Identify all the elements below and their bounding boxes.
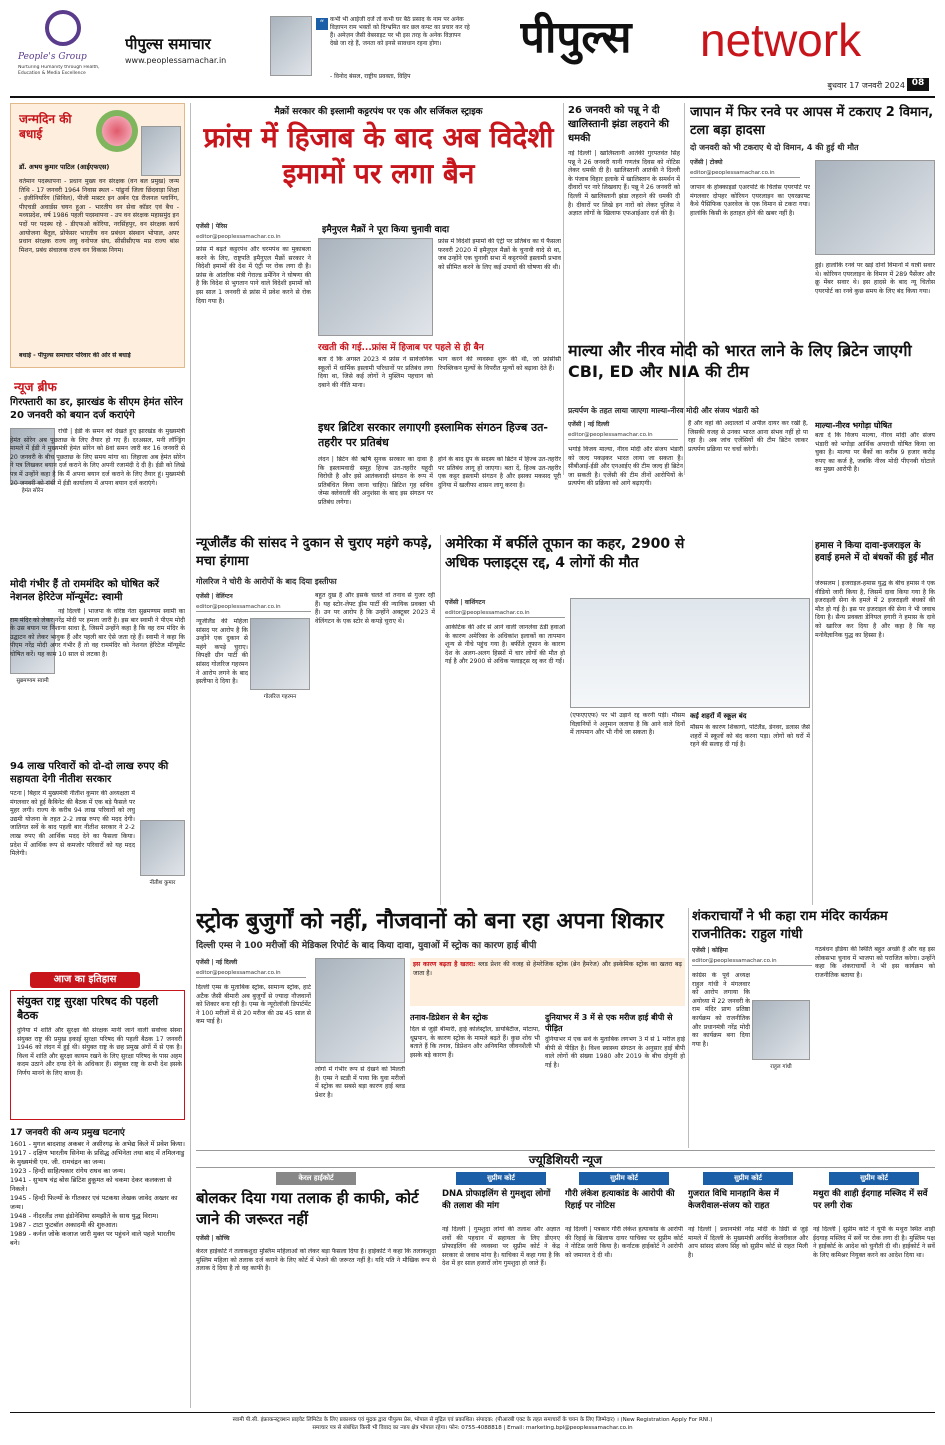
column-rule — [684, 103, 685, 475]
history-box — [10, 990, 185, 1120]
stroke-box-body: ब्लड प्रेशर की वजह से हेमरेजिक स्ट्रोक (ब्रेन हैमरेज) और इस्केमिक स्ट्रोक का खतरा बढ़ जाता है। — [413, 961, 682, 977]
history-event: 1917 - दक्षिण भारतीय सिनेमा के प्रसिद्ध अभिनेता तथा बाद में तमिलनाडु के मुख्यमंत्री एम. जी. रामचंद्रन का जन्म। — [10, 1149, 185, 1166]
masthead-rule — [10, 96, 935, 98]
site-name: पीपुल्स समाचार — [125, 35, 211, 53]
mallya-headline: माल्या और नीरव मोदी को भारत लाने के लिए ब्रिटेन जाएगी CBI, ED और NIA की टीम — [568, 341, 912, 381]
lead-body-2: फ्रांस में विदेशी इमामों की एंट्री पर प्रतिबंध का ये फैसला फरवरी 2020 में इमैनुएल मैक्रों के चुनावी वादे से था, जब उन्होंने एक चुनावी सभा में कट्टरपंथी इस्लामी प्रभाव को सीमित करने के लिए कई उपायों की घोषणा की थी। — [438, 238, 561, 271]
history-events-list — [10, 1140, 185, 1405]
japan-email[interactable]: editor@peoplessamachar.co.in — [690, 170, 800, 178]
britain-body-2: होने के बाद ग्रुप के सदस्य को ब्रिटेन में हिज्ब उत-तहरीर पर प्रतिबंध लागू हो जाएगा। बता दें, हिज्ब उत-तहरीर एक कट्टर इस्लामी संगठन है और इसका मकसद पूरी दुनिया में खलीफा शासन लागू करना है। — [438, 456, 561, 489]
lead-email[interactable]: editor@peoplessamachar.co.in — [196, 234, 311, 242]
dateline: टोक्यो — [709, 159, 723, 166]
rahul-email[interactable]: editor@peoplessamachar.co.in — [692, 958, 812, 966]
history-event: 1601 - मुगल बादशाह अकबर ने असीरगढ़ के अभेद्य किले में प्रवेश किया। — [10, 1140, 185, 1148]
brief-body: नई दिल्ली | भाजपा के वरिष्ठ नेता सुब्रमण्यम स्वामी का राम मंदिर को लेकर नरेंद्र मोदी पर हमला जारी है। इस बार स्वामी ने पीएम मोदी के उस बयान पर निशाना साधा है, जिसमें उन्होंने कहा है कि वह राम मंदिर के उद्घाटन को लेकर भावुक हैं और पहली बार ऐसे जता रहे हैं। स्वामी ने कहा कि पीएम नरेंद्र मोदी अगर गंभीर हैं तो वह राममंदिर को नेशनल हेरिटेज मॉन्यूमेंट घोषित करें। यह काम 10 साल से लटका है। — [10, 608, 185, 658]
stroke-subhead: दिल्ली एम्स ने 100 मरीजों की मेडिकल रिपोर्ट के बाद किया दावा, युवाओं में स्ट्रोक का कारण हाई बीपी — [196, 941, 537, 951]
stroke-box-head: इस कारण बढ़ता है खतरा: — [413, 961, 476, 968]
judiciary-dna — [442, 1172, 560, 1407]
brief-headline: मोदी गंभीर हैं तो राममंदिर को घोषित करें नेशनल हेरिटेज मॉन्यूमेंट: स्वामी — [10, 579, 160, 603]
brief-body: पटना | बिहार में मुख्यमंत्री नीतीश कुमार की अध्यक्षता में मंगलवार को हुई कैबिनेट की बैठक में एक बड़े फैसले पर मुहर लगी। राज्य के करीब 94 लाख परिवारों को लघु उद्यमी योजना के तहत 2-2 लाख रुपए की मदद देगी। जातिगत सर्वे के बाद पहली बार नीतीश सरकार ने 2-2 लाख रुपए की आर्थिक मदद देने का फैसला किया। प्रदेश में आर्थिक रूप से कमजोर परिवारों को यह मदद मिलेगी। — [10, 790, 135, 858]
brief-caption: नीतीश कुमार — [149, 880, 176, 886]
stroke-box-text — [410, 958, 685, 981]
mallya-body-1: भगोड़े विजय माल्या, नीरव मोदी और संजय भंडारी को जल्द पकड़कर भारत लाया जा सकता है। सीबीआई-ईडी और एनआईए की टीम जल्द ही ब्रिटेन जा सकती है। एजेंसी की टीम तीनों आरोपियों के प्रत्यर्पण की प्रक्रिया को आगे बढ़ाएगी। — [568, 446, 683, 488]
japan-photo — [815, 160, 935, 255]
mallya-email[interactable]: editor@peoplessamachar.co.in — [568, 432, 678, 440]
gauri-body: नई दिल्ली | पत्रकार गौरी लंकेश हत्याकांड के आरोपी की रिहाई के खिलाफ दायर याचिका पर सुप्रीम कोर्ट ने नोटिस जारी किया है। कर्नाटक हाईकोर्ट ने आरोपी को जमानत दे दी थी। — [565, 1226, 683, 1259]
stroke-col3-body: दिल से जुड़ी बीमारी, हाई कोलेस्ट्रॉल, डायबिटीज, मोटापा, धूम्रपान, के कारण स्ट्रोक के मामले बढ़ते हैं। कुछ शोध भी बताते हैं कि तनाव, डिप्रेशन और अनियमित जीवनशैली भी इसके बड़े कारण हैं। — [410, 1026, 540, 1059]
japan-body-1: जापान के होक्काइडो एअरपोर्ट के चितोस एयरपोर्ट पर मंगलवार दोपहर कोरियन एयरलाइन का एयरक्राफ्ट कैथे पैसिफिक एअरवेज के एक विमान से टकरा गया। हालांकि किसी के हताहत होने की खबर नहीं है। — [690, 184, 810, 217]
kerala-agency: एजेंसी | कोच्चि — [196, 1235, 230, 1242]
history-event: 1923 - हिन्दी साहित्यकार रांगेय राघव का जन्म। — [10, 1167, 126, 1175]
footer-imprint: स्वामी पी.सी. इंफ्राकन्स्ट्रक्शन प्राइवेट लिमिटेड के लिए प्रकाशक एवं मुद्रक द्वारा पीपुल्स प्रेस, भोपाल से मुद्रित एवं प्रकाशित। संपादक: (पीआरबी एक्ट के तहत समाचारों के चयन के लिए जिम्मेदार) । (New Registration Apply For RNI.) — [232, 1417, 713, 1423]
usa-email[interactable]: editor@peoplessamachar.co.in — [445, 610, 565, 618]
brief-item-2 — [10, 578, 185, 756]
dateline: कोच्चि — [215, 1235, 230, 1242]
nz-agency: एजेंसी | वेलिंग्टन — [196, 593, 233, 600]
agency-label: एजेंसी — [692, 947, 706, 954]
mathura-headline: मथुरा की शाही ईदगाह मस्जिद में सर्वे पर लगी रोक — [813, 1189, 928, 1211]
usa-caption: कई शहरों में स्कूल बंद — [690, 712, 747, 720]
dateline: नई दिल्ली — [215, 959, 238, 966]
nz-photo — [250, 618, 310, 690]
masthead — [0, 0, 945, 100]
birthday-wish: बधाई - पीपुल्स समाचार परिवार की ओर से बधाई — [19, 352, 131, 359]
column-rule — [563, 103, 564, 475]
judiciary-gujarat — [688, 1172, 808, 1407]
kerala-body: केरल हाईकोर्ट ने तलाकशुदा मुस्लिम महिलाओं को लेकर बड़ा फैसला दिया है। हाईकोर्ट ने कहा कि तलाकशुदा मुस्लिम महिला को तलाक दर्ज कराने के लिए कोर्ट में भेजने की जरूरत नहीं है। यदि पति ने मौखिक रूप से तलाक दे दिया है तो वह काफी है। — [196, 1248, 436, 1273]
masthead-quote: कभी भी आईजी दर्जे तो कभी घर बैठे प्रसाद के नाम पर अनेक विज्ञापन राम भक्तों को दिग्भ्रमित कर छल कपट का प्रचार कर रहे हैं। अमेज़न जैसी वेबसाइट पर भी इस तरह के अनेक विज्ञापन देखे जा रहे हैं, जनता को इनसे सावधान रहना होगा। — [330, 16, 470, 47]
stroke-box — [410, 958, 685, 1006]
news-brief-title: न्यूज ब्रीफ — [14, 380, 57, 394]
honoree-name: डॉ. अभय कुमार पाटिल (आईएफएस) — [19, 163, 110, 171]
column-rule — [190, 103, 191, 1408]
dna-headline: DNA प्रोफाइलिंग से गुमशुदा लोगों की तलाश की मांग — [442, 1189, 551, 1211]
usa-headline: अमेरिका में बर्फीले तूफान का कहर, 2900 से अधिक फ्लाइट्स रद्द, 4 लोगों की मौत — [445, 536, 685, 571]
hamas-headline: हमास ने किया दावा-इजराइल के हवाई हमले में दो बंधकों की हुई मौत — [815, 541, 934, 563]
history-headline: संयुक्त राष्ट्र सुरक्षा परिषद की पहली बैठक — [17, 995, 159, 1022]
quote-author-photo — [270, 16, 312, 76]
nz-caption: गोलरिज गहरमन — [263, 694, 297, 700]
brief-caption: सुब्रमण्यम स्वामी — [16, 678, 49, 684]
dateline: वाशिंगटन — [464, 599, 486, 606]
stroke-body-2: लोगों में गंभीर रूप से देखने को मिलती है। एम्स ने स्टडी में पाया कि युवा मरीजों में स्ट्रोक का सबसे बड़ा कारण हाई ब्लड प्रेशर है। — [315, 1066, 405, 1099]
lead-agency: एजेंसी | पेरिस — [196, 223, 228, 230]
rahul-body-2: गठबंधन इंडिया की स्थिति बहुत अच्छी है और वह इस लोकसभा चुनाव में भाजपा को पराजित करेगा। उन्होंने कहा कि शंकराचार्यों ने भी इस कार्यक्रम को राजनीतिक बताया है। — [815, 946, 935, 979]
brief-headline: 94 लाख परिवारों को दो-दो लाख रुपए की सहायता देगी नीतीश सरकार — [10, 761, 169, 785]
dna-body: नई दिल्ली | गुमशुदा लोगों की तलाश और अज्ञात शवों की पहचान में सहायता के लिए डीएनए प्रोफाइलिंग की व्यवस्था पर सुप्रीम कोर्ट ने केंद्र सरकार से जवाब मांगा है। याचिका में कहा गया है कि देश में हर साल हजारों लोग गुमशुदा हो जाते हैं। — [442, 1226, 560, 1268]
stroke-col4-head: दुनियाभर में 3 में से एक मरीज हाई बीपी से पीड़ित — [545, 1013, 673, 1033]
judiciary-gauri — [565, 1172, 683, 1407]
column-rule — [440, 535, 441, 905]
birthday-title: जन्मदिन की बधाई — [19, 112, 72, 141]
mallya-side-head: माल्या-नीरव भगोड़ा घोषित — [815, 421, 892, 430]
lead-kicker: मैक्रों सरकार की इस्लामी कट्टरपंथ पर एक और सर्जिकल स्ट्राइक — [274, 107, 483, 117]
lead-body-4: भाग करने की व्यवस्था शुरू की थी, जो फ्रांसीसी रिपब्लिकन मूल्यों के विपरीत मूल्यों को बढ़ावा देते हैं। — [438, 356, 561, 372]
brief-body: रांची | ईडी के समन को देखते हुए झारखंड के मुख्यमंत्री हेमंत सोरेन अब पूछताछ के लिए तैयार हो गए हैं। दरअसल, मनी लॉन्ड्रिंग मामले में ईडी ने मुख्यमंत्री हेमंत सोरेन को 8वां समन जारी कर 16 जनवरी से 20 जनवरी के बीच पूछताछ के लिए समय मांगा था। लिहाजा अब हेमंत सोरेन ने पत्र लिखकर बयान दर्ज कराने के लिए अपनी रजामंदी दे दी है। ईडी को लिखे पत्र में उन्होंने कहा है कि मैं अपना बयान दर्ज कराने के लिए तैयार हूं। मुख्यमंत्री 20 जनवरी को रांची में ईडी कार्यालय में अपना बयान दर्ज कराएंगे। — [10, 428, 185, 487]
nz-body-2: बहुत दुख है और इसके चलते वो तनाव से गुजर रही हैं। यह स्टोर-लेफ्ट ड्रीम पार्टी की न्यायिक प्रवक्ता भी हैं। उन पर आरोप है कि उन्होंने अक्टूबर 2023 में वेलिंगटन के एक स्टोर से कपड़े चुराए थे। — [315, 592, 435, 625]
hamas-body: जेरुसलम | इजराइल-हमास युद्ध के बीच हमास ने एक वीडियो जारी किया है, जिसमें दावा किया गया है कि इजराइली सेना के हमले में 2 इजराइली बंधकों की मौत हो गई है। इस पर इजराइल की सेना ने भी जवाब दिया है। सैन्य प्रवक्ता डेनियल हगारी ने हमास के दावे को खारिज कर दिया है और कहा है कि यह मनोवैज्ञानिक युद्ध का हिस्सा है। — [815, 580, 935, 639]
honoree-photo — [141, 126, 181, 176]
lead-body-1: फ्रांस में बढ़ते कट्टरपंथ और चरमपंथ का मुकाबला करने के लिए, राष्ट्रपति इमैनुएल मैक्रों सरकार ने विदेशी इमामों की देश में एंट्री पर रोक लगा दी है। फ्रांस के आंतरिक मंत्री गेराल्ड डर्मेनिन ने घोषणा की है कि विदेश से भुगतान पाने वाले विदेशी इमामों को इस साल 1 जनवरी से फ्रांस में प्रवेश करने से रोक दिया गया है। — [196, 246, 311, 305]
stroke-col4-body: दुनियाभर में एक सर्वे के मुताबिक लगभग 3 में से 1 मरीज हाई बीपी से पीड़ित है। विश्व स्वास्थ्य संगठन के अनुसार हाई बीपी वाले लोगों की संख्या 1980 और 2019 के बीच दोगुनी हो गई है। — [545, 1036, 685, 1069]
stroke-headline: स्ट्रोक बुजुर्गों को नहीं, नौजवानों को बना रहा अपना शिकार — [196, 909, 664, 934]
usa-body-1: आर्कटिक की ओर से आने वाली जानलेवा ठंडी हवाओं के कारण अमेरिका के अधिकांश इलाकों का तापमान शून्य से नीचे पहुंच गया है। बर्फीले तूफान के कारण देश के अलग-अलग हिस्सों में चार लोगों की मौत हो गई है और 2900 से अधिक फ्लाइट्स रद्द कर दी गईं। — [445, 624, 565, 666]
footer — [10, 1412, 935, 1440]
history-event: 1989 - कर्नल जोके कजाज जारी मुक्त पर पहुंचने वाले पहले भारतीय बने। — [10, 1230, 175, 1247]
stroke-col3-head: तनाव-डिप्रेशन से बैन स्ट्रोक — [410, 1013, 488, 1022]
punnu-body: नई दिल्ली | खालिस्तानी आतंकी गुरपतवंत सिंह पन्नू ने 26 जनवरी यानी गणतंत्र दिवस को नोटिस लेकर धमकी दी है। खालिस्तानी आतंकी ने दिल्ली के पंजाब विहार इलाके में खालिस्तान के समर्थन में दीवारों पर नारे लिखवाए हैं। पन्नू ने 26 जनवरी को दिल्ली में खालिस्तानी झंडा लहराने की धमकी दी है। दीवारों पर लिखे इन नारों को लेकर पुलिस ने अज्ञात लोगों के खिलाफ एफआईआर दर्ज की है। — [568, 150, 680, 218]
history-event: 1987 - टाटा फुटबॉल अकादमी की शुरुआत। — [10, 1221, 118, 1229]
britain-body-1: लंदन | ब्रिटेन की ऋषि सुनक सरकार का दावा है कि इस्लामवादी समूह हिज्ब उत-तहरीर यहूदी विरोधी है और इसे आतंकवादी संगठन के रूप में प्रतिबंधित किया जाना चाहिए। ब्रिटिश गृह सचिव जेम्स क्लेवरली की अनुशंसा के बाद इस संगठन पर प्रतिबंध लगेगा। — [318, 456, 433, 506]
brand-network: network — [700, 14, 862, 66]
dateline: कोहिमा — [711, 947, 728, 954]
nz-body-1: न्यूजीलैंड की महिला सांसद पर आरोप है कि उन्होंने एक दुकान से महंगे कपड़े चुराए। विपक्षी ग्रीन पार्टी की सांसद गोलरिज गहरमन ने आरोप लगने के बाद इस्तीफा दे दिया है। — [196, 618, 248, 686]
dateline: नई दिल्ली — [587, 421, 610, 428]
rahul-headline: शंकराचार्यों ने भी कहा राम मंदिर कार्यक्रम राजनीतिक: राहुल गांधी — [692, 909, 888, 942]
nz-headline: न्यूजीलैंड की सांसद ने दुकान से चुराए महंगे कपड़े, मचा हंगामा — [196, 536, 433, 569]
judiciary-title: ज्यूडिशियरी न्यूज — [528, 1153, 603, 1167]
japan-body-2: हुई। हालांकि रनवे पर खड़े दोनों विमानों में यात्री सवार थे। कोरियन एयरलाइन के विमान में 289 पैसेंजर और क्रू मेंबर सवार थे। इस हादसे के बाद न्यू चितोस एयरपोर्ट का रनवे कुछ समय के लिए बंद किया गया। — [815, 262, 935, 295]
lead-photo — [318, 238, 433, 336]
gujarat-body: नई दिल्ली | प्रधानमंत्री नरेंद्र मोदी के डिग्री से जुड़े मामले में दिल्ली के मुख्यमंत्री अरविंद केजरीवाल और आप सांसद संजय सिंह को सुप्रीम कोर्ट से राहत मिली है। — [688, 1226, 808, 1259]
history-body: दुनिया में शांति और सुरक्षा की संरक्षक मानी जाने वाली सर्वोच्च संस्था संयुक्त राष्ट्र की प्रमुख इकाई सुरक्षा परिषद की पहली बैठक 17 जनवरी 1946 को लंदन में हुई थी। संयुक्त राष्ट्र के छह प्रमुख अंगों में से एक है। विश्व में शांति और सुरक्षा कायम रखने के लिए सुरक्षा परिषद के पास अहम कदम उठाने और दण्ड देने के अधिकार हैं। संयुक्त राष्ट्र के सभी देश इसके निर्णय मानने के लिए बाध्य हैं। — [17, 1027, 182, 1077]
mallya-subhead: प्रत्यर्पण के तहत लाया जाएगा माल्या-नीरव मोदी और संजय भंडारी को — [568, 406, 759, 415]
brand-main: पीपुल्स — [520, 12, 632, 63]
stroke-body-1: दिल्ली एम्स के मुताबिक स्ट्रोक, सामान्य स्ट्रोक, हार्ट अटैक जैसी बीमारी अब बुजुर्गों से ज्यादा नौजवानों को शिकार बना रही है। एम्स के न्यूरोलॉजी डिपार्टमेंट ने 100 मरीजों में से 20 मरीज की उम्र 45 साल से कम पाई है। — [196, 984, 311, 1026]
usa-body-3: मौसम के कारण शिकागो, पोर्टलैंड, डेनवर, डलास जैसे शहरों में स्कूलों को बंद करना पड़ा। लोगों को घरों में रहने की सलाह दी गई है। — [690, 724, 810, 749]
japan-subhead: दो जनवरी को भी टकराए थे दो विमान, 4 की हुई थी मौत — [690, 143, 859, 152]
rahul-agency: एजेंसी | कोहिमा — [692, 947, 728, 954]
japan-agency: एजेंसी | टोक्यो — [690, 159, 723, 166]
history-title: आज का इतिहास — [30, 972, 140, 988]
history-event: 1941 - सुभाष चंद्र बोस ब्रिटिश हुकूमत को चकमा देकर कलकत्ता से निकले। — [10, 1176, 172, 1193]
kerala-badge: केरल हाईकोर्ट — [276, 1172, 356, 1185]
mallya-side-body: बता दें कि विजय माल्या, नीरव मोदी और संजय भंडारी को भगोड़ा आर्थिक अपराधी घोषित किया जा चुका है। माल्या पर बैंकों का करीब 9 हजार करोड़ रुपए का कर्ज है, जबकि नीरव मोदी पीएनबी घोटाले का मुख्य आरोपी है। — [815, 432, 935, 474]
dateline: वेलिंग्टन — [215, 593, 233, 600]
mathura-body: नई दिल्ली | सुप्रीम कोर्ट ने यूपी के मथुरा स्थित शाही ईदगाह मस्जिद में सर्वे पर रोक लगा दी है। मुस्लिम पक्ष ने हाईकोर्ट के आदेश को चुनौती दी थी। हाईकोर्ट ने सर्वे के लिए कमिश्नर नियुक्त करने का आदेश दिया था। — [813, 1226, 935, 1259]
agency-label: एजेंसी — [196, 959, 210, 966]
group-tagline: Nurturing Humanity through Health, Education & Media Excellence — [18, 65, 100, 76]
column-rule — [688, 908, 689, 1148]
gauri-headline: गौरी लंकेश हत्याकांड के आरोपी की रिहाई पर नोटिस — [565, 1189, 675, 1211]
usa-snow-photo — [570, 598, 810, 708]
history-event: 1945 - हिन्दी फिल्मों के गीतकार एवं पटकथा लेखक जावेद अख्तर का जन्म। — [10, 1194, 178, 1211]
mallya-body-2: हैं और वहां की अदालतों में अपील दायर कर रखी है, जिसकी वजह से उनका भारत आना संभव नहीं हो पा रहा है। अब जांच एजेंसियों की टीम ब्रिटेन जाकर प्रत्यर्पण प्रक्रिया पर चर्चा करेगी। — [688, 420, 808, 453]
lead-photo-caption: रखती की गई...फ्रांस में हिजाब पर पहले से ही बैन — [318, 343, 484, 353]
group-logo — [18, 10, 113, 90]
column-rule — [812, 540, 813, 905]
agency-label: एजेंसी — [196, 223, 210, 230]
gauri-badge: सुप्रीम कोर्ट — [579, 1172, 669, 1185]
lead-body-3: बता दें कि अगस्त 2023 में फ्रांस ने सार्वजनिक स्कूलों में धार्मिक इस्लामी परिधानों पर प्रतिबंध लगा दिया था, जिसे कई लोगों ने मुस्लिम पहचान को दबाने की नीति माना। — [318, 356, 433, 389]
birthday-box — [10, 103, 185, 368]
stroke-email[interactable]: editor@peoplessamachar.co.in — [196, 970, 306, 978]
lead-headline: फ्रांस में हिजाब के बाद अब विदेशी इमामों पर लगा बैन — [203, 121, 554, 190]
gujarat-headline: गुजरात विधि मानहानि केस में केजरीवाल-संजय को राहत — [688, 1189, 779, 1211]
lead-subhead: इमैनुएल मैक्रों ने पूरा किया चुनावी वादा — [322, 225, 450, 235]
history-event: 1948 - नीदरलैंड तथा इंडोनेशिया समझौते के साथ युद्ध विराम। — [10, 1212, 159, 1220]
agency-label: एजेंसी — [196, 1235, 210, 1242]
footer-contact: समाचार पत्र से संबंधित किसी भी विवाद का न्याय क्षेत्र भोपाल रहेगा। फोन: 0755-4088818 | Email: marketing.bpl@peoplessamachar.co.in — [312, 1425, 633, 1431]
nz-subhead: गोलरिज ने चोरी के आरोपों के बाद दिया इस्तीफा — [196, 577, 337, 586]
brief-headline: गिरफ्तारी का डर, झारखंड के सीएम हेमंत सोरेन 20 जनवरी को बयान दर्ज कराएंगे — [10, 397, 183, 421]
brief-item-3 — [10, 760, 185, 965]
kerala-headline: बोलकर दिया गया तलाक ही काफी, कोर्ट जाने की जरूरत नहीं — [196, 1189, 419, 1228]
brief-caption: हेमंत सोरेन — [21, 488, 44, 494]
agency-label: एजेंसी — [690, 159, 704, 166]
dateline: पेरिस — [215, 223, 228, 230]
nz-email[interactable]: editor@peoplessamachar.co.in — [196, 604, 311, 612]
flowers-icon — [96, 110, 138, 152]
usa-agency: एजेंसी | वाशिंगटन — [445, 599, 486, 606]
gujarat-badge: सुप्रीम कोर्ट — [703, 1172, 793, 1185]
usa-body-2: (एफएएएफ) पर भी उड़ानें रद्द करनी पड़ीं। मौसम विज्ञानियों ने अनुमान जताया है कि आने वाले दिनों में तापमान और भी नीचे जा सकता है। — [570, 712, 685, 737]
punnu-headline: 26 जनवरी को पन्नू ने दी खालिस्तानी झंडा लहराने की धमकी — [568, 105, 669, 144]
stroke-photo — [315, 958, 405, 1063]
honoree-details: वर्तमान पदस्थापना - प्रधान मुख्य वन संरक्षक (वन बल प्रमुख) जन्म तिथि - 17 जनवरी 1964 निवास स्थल - पांढुर्ना जिला छिंदवाड़ा शिक्षा - इंजीनियरिंग (सिविल), पीजी मास्टर इन अर्बन एंड रीजनल प्लानिंग, पीएचडी अवार्डस चयन हुआ - भारतीय वन सेवा कॉडर एवं बैच - मध्यप्रदेश, वर्ष 1986 पहली पदस्थापना - उप वन संरक्षक महासमुंद इन पदों पर पदस्थ रहे - डीएफओ कोरिया, नरसिंहपुर, वन संरक्षक कार्य आयोजना बैतूल, प्रोफेसर भारतीय वन प्रबंधन संस्थान भोपाल, अपर प्रधान संरक्षक राज्य लघु वनोपज संघ, सीसीसीएफ मप्र राज्य बांस मिशन, प्रबंध संचालक राज्य वन विकास निगम। — [19, 178, 179, 254]
mathura-badge: सुप्रीम कोर्ट — [829, 1172, 919, 1185]
stroke-agency: एजेंसी | नई दिल्ली — [196, 959, 238, 966]
page-number: 08 — [907, 78, 929, 91]
site-url[interactable]: www.peoplessamachar.in — [125, 56, 227, 65]
rahul-caption: राहुल गांधी — [770, 1064, 792, 1070]
judiciary-title-bar — [196, 1150, 935, 1168]
agency-label: एजेंसी — [568, 421, 582, 428]
dna-badge: सुप्रीम कोर्ट — [456, 1172, 546, 1185]
quote-author: - विनोद बंसल, राष्ट्रीय प्रवक्ता, विहिप — [330, 73, 411, 80]
history-events-title: 17 जनवरी की अन्य प्रमुख घटनाएं — [10, 1128, 125, 1138]
brief-item-1 — [10, 396, 185, 574]
japan-headline: जापान में फिर रनवे पर आपस में टकराए 2 विमान, टला बड़ा हादसा — [690, 105, 934, 138]
agency-label: एजेंसी — [196, 593, 210, 600]
rahul-photo — [752, 1000, 810, 1060]
group-logo-icon — [45, 10, 81, 46]
issue-date: बुधवार 17 जनवरी 2024 — [827, 81, 905, 90]
judiciary-mathura — [813, 1172, 935, 1407]
group-name: People's Group — [18, 52, 87, 62]
judiciary-kerala — [196, 1172, 436, 1407]
mallya-agency: एजेंसी | नई दिल्ली — [568, 421, 610, 428]
britain-headline: इधर ब्रिटिश सरकार लगाएगी इस्लामिक संगठन हिज्ब उत-तहरीर पर प्रतिबंध — [318, 421, 548, 449]
quote-icon: “ — [316, 18, 328, 30]
agency-label: एजेंसी — [445, 599, 459, 606]
rahul-body-1: कांग्रेस के पूर्व अध्यक्ष राहुल गांधी ने मंगलवार को आरोप लगाया कि अयोध्या में 22 जनवरी के राम मंदिर प्राण प्रतिष्ठा कार्यक्रम को राजनीतिक और प्रधानमंत्री नरेंद्र मोदी का कार्यक्रम बना दिया गया है। — [692, 972, 750, 1048]
brief-photo — [140, 820, 185, 876]
